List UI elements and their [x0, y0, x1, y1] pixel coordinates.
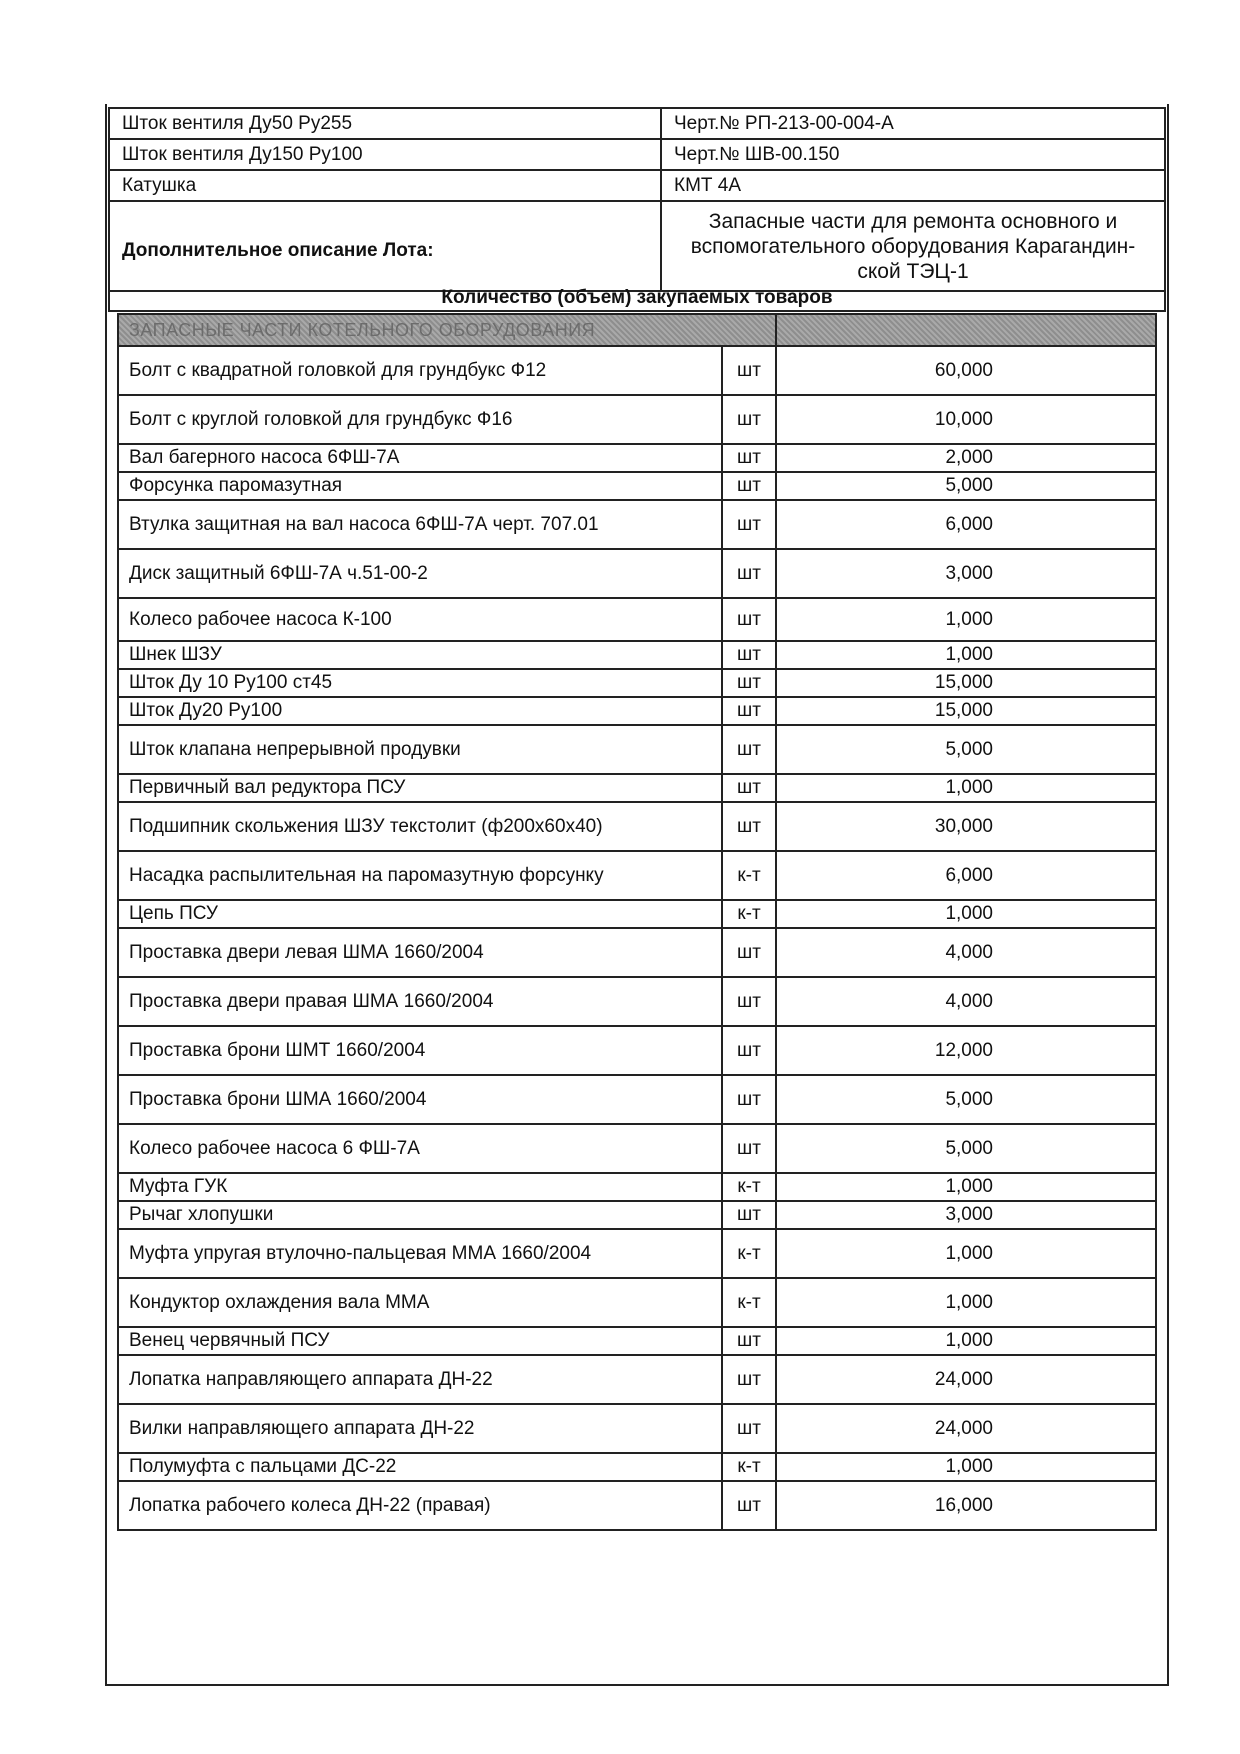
item-name: Втулка защитная на вал насоса 6ФШ-7А черт. 707.01 — [118, 500, 722, 549]
item-name: Шток Ду 10 Ру100 ст45 — [118, 669, 722, 697]
item-unit: к-т — [722, 1453, 776, 1481]
item-quantity: 1,000 — [776, 1278, 1156, 1327]
item-quantity: 2,000 — [776, 444, 1156, 472]
top-row-value: КМТ 4А — [661, 170, 1165, 201]
item-row — [118, 669, 1156, 697]
item-quantity: 1,000 — [776, 1229, 1156, 1278]
item-row — [118, 928, 1156, 977]
quantity-heading: Количество (объем) закупаемых товаров — [108, 283, 1166, 312]
item-name: Колесо рабочее насоса 6 ФШ-7А — [118, 1124, 722, 1173]
item-row — [118, 1026, 1156, 1075]
item-row — [118, 1481, 1156, 1530]
item-row — [118, 851, 1156, 900]
item-unit: к-т — [722, 1173, 776, 1201]
item-name: Рычаг хлопушки — [118, 1201, 722, 1229]
top-row — [109, 170, 1165, 201]
item-quantity: 24,000 — [776, 1404, 1156, 1453]
item-name: Вал багерного насоса 6ФШ-7А — [118, 444, 722, 472]
item-quantity: 12,000 — [776, 1026, 1156, 1075]
item-quantity: 1,000 — [776, 598, 1156, 641]
item-unit: шт — [722, 549, 776, 598]
item-row — [118, 697, 1156, 725]
item-row — [118, 500, 1156, 549]
item-quantity: 1,000 — [776, 900, 1156, 928]
item-unit: шт — [722, 1124, 776, 1173]
item-name: Подшипник скольжения ШЗУ текстолит (ф200х60х40) — [118, 802, 722, 851]
item-quantity: 5,000 — [776, 1124, 1156, 1173]
items-table — [117, 313, 1157, 1531]
item-row — [118, 1327, 1156, 1355]
item-name: Проставка брони ШМА 1660/2004 — [118, 1075, 722, 1124]
top-row-label: Шток вентиля Ду50 Ру255 — [109, 108, 661, 139]
section-title: ЗАПАСНЫЕ ЧАСТИ КОТЕЛЬНОГО ОБОРУДОВАНИЯ — [118, 314, 776, 346]
item-name: Шток клапана непрерывной продувки — [118, 725, 722, 774]
item-name: Венец червячный ПСУ — [118, 1327, 722, 1355]
item-name: Болт с круглой головкой для грундбукс Ф16 — [118, 395, 722, 444]
lot-description-row — [109, 201, 1165, 291]
item-unit: шт — [722, 1327, 776, 1355]
item-quantity: 10,000 — [776, 395, 1156, 444]
item-row — [118, 1075, 1156, 1124]
item-unit: к-т — [722, 851, 776, 900]
item-row — [118, 641, 1156, 669]
item-name: Лопатка рабочего колеса ДН-22 (правая) — [118, 1481, 722, 1530]
item-quantity: 3,000 — [776, 1201, 1156, 1229]
section-row — [118, 314, 1156, 346]
item-unit: шт — [722, 346, 776, 395]
lot-description-label: Дополнительное описание Лота: — [109, 201, 661, 291]
item-quantity: 5,000 — [776, 472, 1156, 500]
item-name: Болт с квадратной головкой для грундбукс Ф12 — [118, 346, 722, 395]
item-row — [118, 395, 1156, 444]
item-quantity: 5,000 — [776, 725, 1156, 774]
item-name: Проставка двери левая ШМА 1660/2004 — [118, 928, 722, 977]
item-row — [118, 549, 1156, 598]
item-quantity: 4,000 — [776, 928, 1156, 977]
item-quantity: 24,000 — [776, 1355, 1156, 1404]
item-unit: шт — [722, 977, 776, 1026]
top-row — [109, 139, 1165, 170]
item-row — [118, 472, 1156, 500]
item-row — [118, 598, 1156, 641]
item-unit: шт — [722, 500, 776, 549]
item-row — [118, 977, 1156, 1026]
item-row — [118, 1124, 1156, 1173]
item-quantity: 15,000 — [776, 669, 1156, 697]
item-name: Муфта упругая втулочно-пальцевая ММА 1660/2004 — [118, 1229, 722, 1278]
item-row — [118, 802, 1156, 851]
item-name: Насадка распылительная на паромазутную форсунку — [118, 851, 722, 900]
item-unit: шт — [722, 669, 776, 697]
item-quantity: 6,000 — [776, 851, 1156, 900]
item-name: Лопатка направляющего аппарата ДН-22 — [118, 1355, 722, 1404]
item-row — [118, 725, 1156, 774]
item-row — [118, 900, 1156, 928]
item-name: Муфта ГУК — [118, 1173, 722, 1201]
item-name: Диск защитный 6ФШ-7А ч.51-00-2 — [118, 549, 722, 598]
item-unit: шт — [722, 774, 776, 802]
item-name: Кондуктор охлаждения вала ММА — [118, 1278, 722, 1327]
item-quantity: 1,000 — [776, 1453, 1156, 1481]
item-name: Вилки направляющего аппарата ДН-22 — [118, 1404, 722, 1453]
item-unit: шт — [722, 1201, 776, 1229]
item-quantity: 4,000 — [776, 977, 1156, 1026]
item-name: Форсунка паромазутная — [118, 472, 722, 500]
item-name: Цепь ПСУ — [118, 900, 722, 928]
item-row — [118, 1453, 1156, 1481]
item-unit: шт — [722, 1481, 776, 1530]
item-name: Колесо рабочее насоса К-100 — [118, 598, 722, 641]
item-quantity: 1,000 — [776, 641, 1156, 669]
item-unit: шт — [722, 1355, 776, 1404]
item-quantity: 16,000 — [776, 1481, 1156, 1530]
item-quantity: 6,000 — [776, 500, 1156, 549]
item-row — [118, 346, 1156, 395]
item-quantity: 3,000 — [776, 549, 1156, 598]
top-row-value: Черт.№ ШВ-00.150 — [661, 139, 1165, 170]
lot-description-value: Запасные части для ремонта основного и вспомогательного оборудования Карагандин-ской ТЭЦ-1 — [661, 201, 1165, 291]
item-row — [118, 1229, 1156, 1278]
item-unit: к-т — [722, 1229, 776, 1278]
item-name: Проставка брони ШМТ 1660/2004 — [118, 1026, 722, 1075]
item-unit: шт — [722, 641, 776, 669]
item-name: Первичный вал редуктора ПСУ — [118, 774, 722, 802]
item-row — [118, 444, 1156, 472]
item-row — [118, 1173, 1156, 1201]
item-unit: шт — [722, 598, 776, 641]
item-unit: шт — [722, 1404, 776, 1453]
item-unit: шт — [722, 1026, 776, 1075]
item-unit: к-т — [722, 1278, 776, 1327]
item-unit: шт — [722, 444, 776, 472]
section-filler — [776, 314, 1156, 346]
item-quantity: 60,000 — [776, 346, 1156, 395]
item-unit: шт — [722, 725, 776, 774]
item-name: Шток Ду20 Ру100 — [118, 697, 722, 725]
item-row — [118, 1201, 1156, 1229]
item-unit: к-т — [722, 900, 776, 928]
item-quantity: 1,000 — [776, 1327, 1156, 1355]
item-unit: шт — [722, 802, 776, 851]
item-row — [118, 774, 1156, 802]
item-row — [118, 1404, 1156, 1453]
item-row — [118, 1355, 1156, 1404]
top-row — [109, 108, 1165, 139]
item-name: Шнек ШЗУ — [118, 641, 722, 669]
item-unit: шт — [722, 928, 776, 977]
item-row — [118, 1278, 1156, 1327]
item-quantity: 1,000 — [776, 1173, 1156, 1201]
top-row-value: Черт.№ РП-213-00-004-А — [661, 108, 1165, 139]
item-name: Проставка двери правая ШМА 1660/2004 — [118, 977, 722, 1026]
top-row-label: Шток вентиля Ду150 Ру100 — [109, 139, 661, 170]
top-row-label: Катушка — [109, 170, 661, 201]
item-unit: шт — [722, 472, 776, 500]
item-unit: шт — [722, 1075, 776, 1124]
item-unit: шт — [722, 697, 776, 725]
item-unit: шт — [722, 395, 776, 444]
item-quantity: 15,000 — [776, 697, 1156, 725]
top-table — [108, 107, 1166, 292]
item-quantity: 30,000 — [776, 802, 1156, 851]
item-quantity: 5,000 — [776, 1075, 1156, 1124]
item-name: Полумуфта с пальцами ДС-22 — [118, 1453, 722, 1481]
item-quantity: 1,000 — [776, 774, 1156, 802]
